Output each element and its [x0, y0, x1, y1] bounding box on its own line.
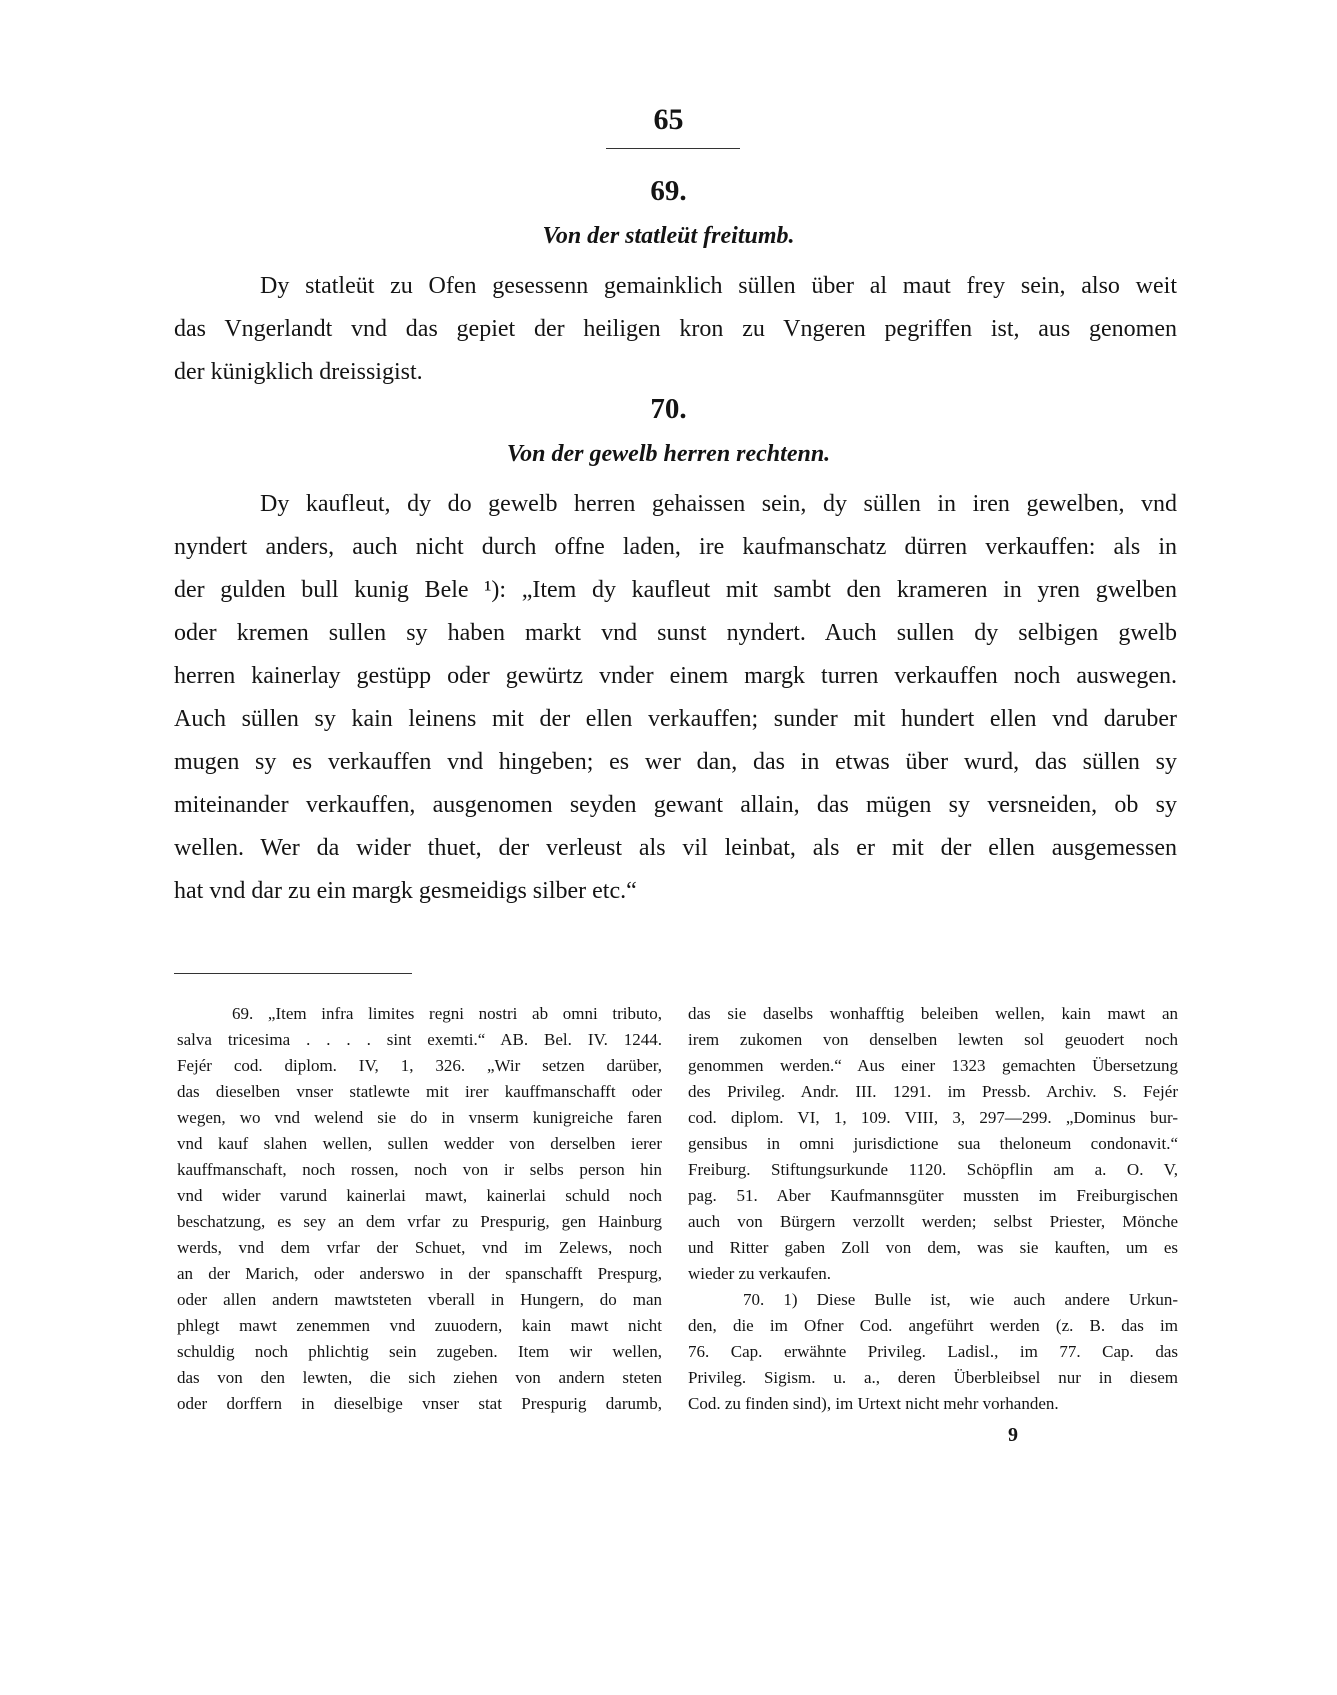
footnote-line: auch von Bürgern verzollt werden; selbst Priester, Mönche: [688, 1212, 1178, 1231]
header-rule: [606, 148, 740, 149]
footnote-rule: [174, 973, 412, 974]
footnote-line: salva tricesima . . . . sint exemti.“ AB. Bel. IV. 1244.: [177, 1030, 662, 1049]
footnote-line: Privileg. Sigism. u. a., deren Überbleibsel nur in diesem: [688, 1368, 1178, 1387]
footnote-line: oder dorffern in dieselbige vnser stat Prespurig darumb,: [177, 1394, 662, 1413]
text-line: Dy kaufleut, dy do gewelb herren gehaissen sein, dy süllen in iren gewelben, vnd: [260, 491, 1177, 517]
footnote-line: Fejér cod. diplom. IV, 1, 326. „Wir setzen darüber,: [177, 1056, 662, 1075]
footnote-line: wieder zu verkaufen.: [688, 1264, 832, 1283]
footnote-line: schuldig noch phlichtig sein zugeben. Item wir wellen,: [177, 1342, 662, 1361]
section-70-number: 70.: [650, 393, 687, 425]
footnote-line: 70. 1) Diese Bulle ist, wie auch andere Urkun-: [743, 1290, 1178, 1309]
text-line: Auch süllen sy kain leinens mit der ellen verkauffen; sunder mit hundert ellen vnd daruber: [174, 706, 1177, 732]
section-70-body: [174, 483, 1177, 913]
footnote-line: irem zukomen von denselben lewten sol geuodert noch: [688, 1030, 1178, 1049]
text-line: oder kremen sullen sy haben markt vnd sunst nyndert. Auch sullen dy selbigen gwelb: [174, 620, 1177, 646]
text-line: wellen. Wer da wider thuet, der verleust als vil leinbat, als er mit der ellen ausgemessen: [174, 835, 1177, 861]
footnote-line: cod. diplom. VI, 1, 109. VIII, 3, 297—299. „Dominus bur-: [688, 1108, 1178, 1127]
footnote-line: wegen, wo vnd welend sie do in vnserm kunigreiche faren: [177, 1108, 662, 1127]
footnote-line: das sie daselbs wonhafftig beleiben wellen, kain mawt an: [688, 1004, 1178, 1023]
footnote-line: werds, vnd dem vrfar der Schuet, vnd im Zelews, noch: [177, 1238, 662, 1257]
footnote-line: pag. 51. Aber Kaufmannsgüter mussten im Freiburgischen: [688, 1186, 1178, 1205]
footnote-line: das dieselben vnser statlewte mit irer kauffmanschafft oder: [177, 1082, 662, 1101]
footnote-line: an der Marich, oder anderswo in der spanschafft Prespurg,: [177, 1264, 662, 1283]
footnote-line: des Privileg. Andr. III. 1291. im Pressb. Archiv. S. Fejér: [688, 1082, 1178, 1101]
footnote-line: Freiburg. Stiftungsurkunde 1120. Schöpflin am a. O. V,: [688, 1160, 1178, 1179]
text-line: Dy statleüt zu Ofen gesessenn gemainklich süllen über al maut frey sein, also weit: [260, 273, 1177, 299]
section-69-body: [174, 265, 1177, 394]
text-line: herren kainerlay gestüpp oder gewürtz vnder einem margk turren verkauffen noch auswegen.: [174, 663, 1177, 689]
footnote-line: Cod. zu finden sind), im Urtext nicht mehr vorhanden.: [688, 1394, 1059, 1413]
text-line: hat vnd dar zu ein margk gesmeidigs silber etc.“: [174, 878, 637, 904]
footnote-line: 69. „Item infra limites regni nostri ab omni tributo,: [232, 1004, 662, 1023]
footnote-line: beschatzung, es sey an dem vrfar zu Prespurig, gen Hainburg: [177, 1212, 662, 1231]
section-69-title: Von der statleüt freitumb.: [542, 223, 795, 249]
text-line: der gulden bull kunig Bele ¹): „Item dy kaufleut mit sambt den krameren in yren gwelben: [174, 577, 1177, 603]
footnotes-right-column: [688, 1001, 1178, 1417]
footnote-line: den, die im Ofner Cod. angeführt werden (z. B. das im: [688, 1316, 1178, 1335]
text-line: der künigklich dreissigist.: [174, 359, 423, 385]
footnote-line: und Ritter gaben Zoll von dem, was sie kauften, um es: [688, 1238, 1178, 1257]
footnote-line: phlegt mawt zenemmen vnd zuuodern, kain mawt nicht: [177, 1316, 662, 1335]
footnote-line: genommen werden.“ Aus einer 1323 gemachten Übersetzung: [688, 1056, 1178, 1075]
footnotes-left-column: [177, 1001, 662, 1417]
footnote-line: vnd kauf slahen wellen, sullen wedder von derselben ierer: [177, 1134, 662, 1153]
text-line: das Vngerlandt vnd das gepiet der heiligen kron zu Vngeren pegriffen ist, aus genomen: [174, 316, 1177, 342]
footnote-line: oder allen andern mawtsteten vberall in Hungern, do man: [177, 1290, 662, 1309]
footnote-line: 76. Cap. erwähnte Privileg. Ladisl., im 77. Cap. das: [688, 1342, 1178, 1361]
page-number: 65: [653, 103, 684, 136]
section-70-title: Von der gewelb herren rechtenn.: [506, 441, 831, 467]
text-line: nyndert anders, auch nicht durch offne laden, ire kaufmanschatz dürren verkauffen: als in: [174, 534, 1177, 560]
footnote-line: vnd wider varund kainerlai mawt, kainerlai schuld noch: [177, 1186, 662, 1205]
footnote-line: gensibus in omni jurisdictione sua theloneum condonavit.“: [688, 1134, 1178, 1153]
section-69-number: 69.: [650, 175, 687, 207]
signature-mark: 9: [1008, 1424, 1018, 1446]
footnote-line: das von den lewten, die sich ziehen von andern steten: [177, 1368, 662, 1387]
footnote-line: kauffmanschaft, noch rossen, noch von ir selbs person hin: [177, 1160, 662, 1179]
text-line: mugen sy es verkauffen vnd hingeben; es wer dan, das in etwas über wurd, das süllen sy: [174, 749, 1177, 775]
text-line: miteinander verkauffen, ausgenomen seyden gewant allain, das mügen sy versneiden, ob sy: [174, 792, 1177, 818]
